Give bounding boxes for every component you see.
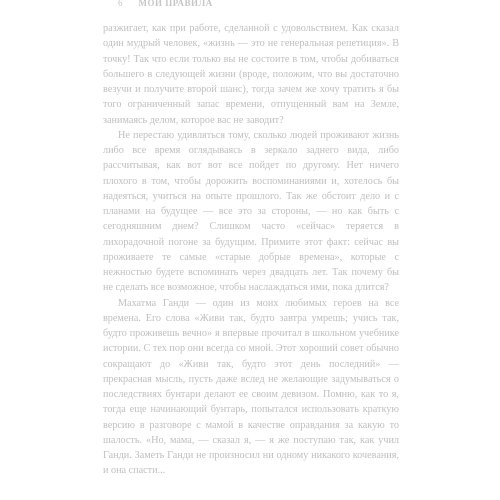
body-text [103,21,399,479]
chapter-title: МОИ ПРАВИЛА [138,0,213,8]
running-header [118,0,213,10]
paragraph: Не перестаю удивляться тому, сколько людей проживают жизнь либо все время оглядываясь в зеркало заднего вида, либо рассчитывая, как вот вот все пойдет по другому. Нет ничего плохого в том, чтобы дорожить воспоминаниями и, хотелось бы надеяться, учиться на опыте прошлого. Так же обстоит дело и с планами на будущее — все это за стороны, — но как быть с сегодняшним днем? Слишком часто «сейчас» теряется в лихорадочной погоне за будущим. Примите этот факт: сейчас вы проживаете те самые «старые добрые времена», которые с нежностью будете вспоминать через двадцать лет. Так почему бы не сделать все возможное, чтобы наслаждаться ими, пока длится? [103,129,399,294]
page-number: 6 [118,0,123,8]
paragraph: разжигает, как при работе, сделанной с удовольствием. Как сказал один мудрый человек, «жизнь — это не генеральная репетиция». В точку! Так что если только вы не состоите в том, чтобы добиваться большего в следующей жизни (вроде, положим, что вы достаточно везучи и получите второй шанс), тогда зачем же хочу тратить я бы того ограниченный запас времени, отпущенный вам на Земле, занимаясь делом, которое вас не заводит? [103,23,399,126]
paragraph: Махатма Ганди — один из моих любимых героев на все времена. Его слова «Живи так, будто завтра умрешь; учись так, будто проживешь вечно» я впервые прочитал в школьном учебнике истории. С тех пор они всегда со мной. Этот хороший совет обычно сокращают до «Живи так, будто этот день последний» — прекрасная мысль, пусть даже вслед не желающие задумываться о последствиях бунтари делают ее своим девизом. Помню, как то я, тогда еще начинающий бунтарь, попытался использовать краткую версию в разговоре с мамой в качестве оправдания за какую то шалость. «Но, мама, — сказал я, — я же поступаю так, как учил Ганди. Заметь Ганди не произносил ни одному никакого кочевания, и она спасти... [103,297,399,477]
